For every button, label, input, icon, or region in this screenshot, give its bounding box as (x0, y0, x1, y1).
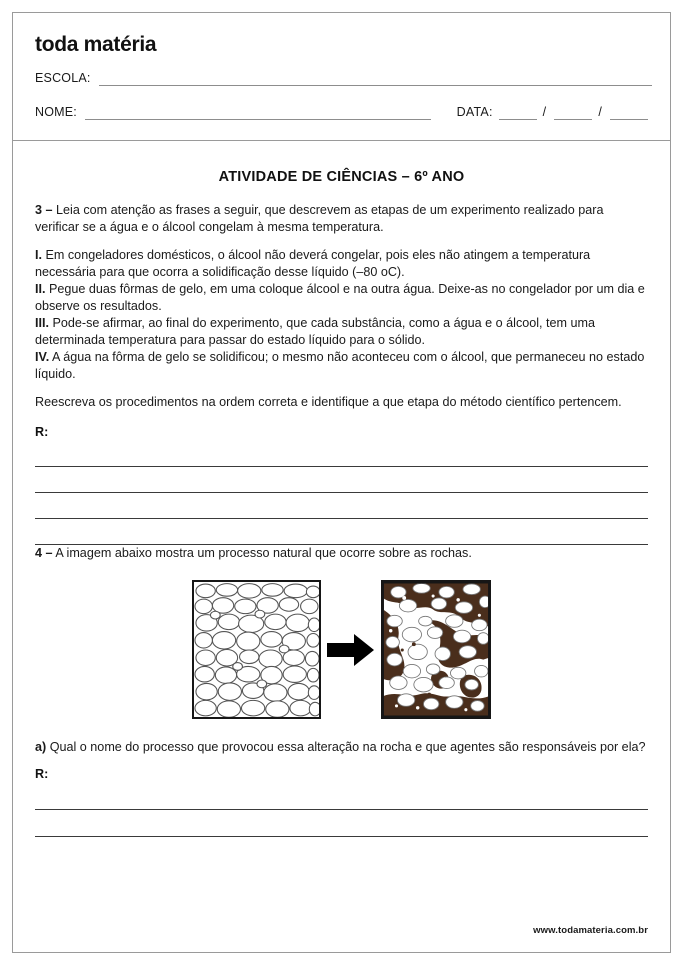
answer-line[interactable] (35, 519, 648, 545)
date-separator-2: / (598, 105, 602, 119)
worksheet-header (13, 13, 670, 141)
answer-line[interactable] (35, 467, 648, 493)
question-4a-text: Qual o nome do processo que provocou essa alteração na rocha e que agentes são responsáveis por ela? (46, 740, 646, 754)
question-3-instruction: Reescreva os procedimentos na ordem correta e identifique a que etapa do método científico pertencem. (35, 395, 622, 409)
brand-logo: toda matéria (35, 33, 157, 56)
question-4a-prompt (35, 739, 648, 756)
item-text-iv: A água na fôrma de gelo se solidificou; o mesmo não aconteceu com o álcool, que permaneceu no estado líquido. (35, 350, 645, 381)
question-4a-answer-label: R: (35, 767, 49, 781)
question-3-items-group-1 (35, 247, 648, 383)
worksheet-body (13, 169, 670, 837)
question-3-number: 3 – (35, 203, 53, 217)
answer-line[interactable] (35, 783, 648, 810)
question-4a-answer-lines (35, 783, 648, 837)
item-marker-i: I. (35, 248, 42, 262)
rocha-intemperizada-panel (381, 580, 491, 719)
nome-input[interactable] (85, 108, 431, 120)
question-3-answer-lines (35, 441, 648, 545)
date-year-input[interactable] (610, 108, 648, 120)
question-4a-marker: a) (35, 740, 47, 754)
question-3-text: Leia com atenção as frases a seguir, que descrevem as etapas de um experimento realizado para verificar se a água e o álcool congelam à mesma temperatura. (35, 203, 604, 234)
question-4-prompt (35, 545, 648, 562)
field-nome-data (35, 105, 652, 120)
question-4-text: A imagem abaixo mostra um processo natural que ocorre sobre as rochas. (52, 546, 472, 560)
answer-line[interactable] (35, 441, 648, 467)
field-escola (35, 71, 652, 86)
question-3-prompt (35, 202, 648, 236)
weathered-rock-illustration (383, 582, 489, 717)
date-month-input[interactable] (554, 108, 592, 120)
field-data (457, 105, 652, 120)
escola-label: ESCOLA: (35, 71, 91, 85)
item-marker-iii: III. (35, 316, 49, 330)
rocha-intacta-panel (192, 580, 321, 719)
item-text-i: Em congeladores domésticos, o álcool não deverá congelar, pois eles não atingem a temperatura necessária para que ocorra a solidificação desse líquido (–80 oC). (35, 248, 591, 279)
page-title: ATIVIDADE DE CIÊNCIAS – 6º ANO (218, 169, 465, 185)
data-label: DATA: (456, 105, 493, 119)
item-text-ii: Pegue duas fôrmas de gelo, em uma coloque álcool e na outra água. Deixe-as no congelador por um dia e observe os resultados. (35, 282, 645, 313)
answer-line[interactable] (35, 493, 648, 519)
date-separator-1: / (542, 105, 547, 119)
date-day-input[interactable] (499, 108, 537, 120)
question-3-answer-label: R: (35, 425, 49, 439)
item-marker-ii: II. (35, 282, 46, 296)
nome-label: NOME: (35, 105, 77, 119)
rock-weathering-figure (35, 580, 648, 719)
item-marker-iv: IV. (35, 350, 50, 364)
question-4-number: 4 – (35, 546, 53, 560)
worksheet-page (12, 12, 671, 953)
footer-url: www.todamateria.com.br (533, 925, 648, 936)
intact-rock-illustration (194, 582, 319, 717)
answer-line[interactable] (35, 810, 648, 837)
arrow-container (321, 633, 381, 667)
arrow-right-icon (327, 633, 375, 667)
escola-input[interactable] (99, 74, 652, 86)
item-text-iii: Pode-se afirmar, ao final do experimento, que cada substância, como a água e o álcool, tem uma determinada temperatura para passar do estado líquido para o sólido. (35, 316, 596, 347)
